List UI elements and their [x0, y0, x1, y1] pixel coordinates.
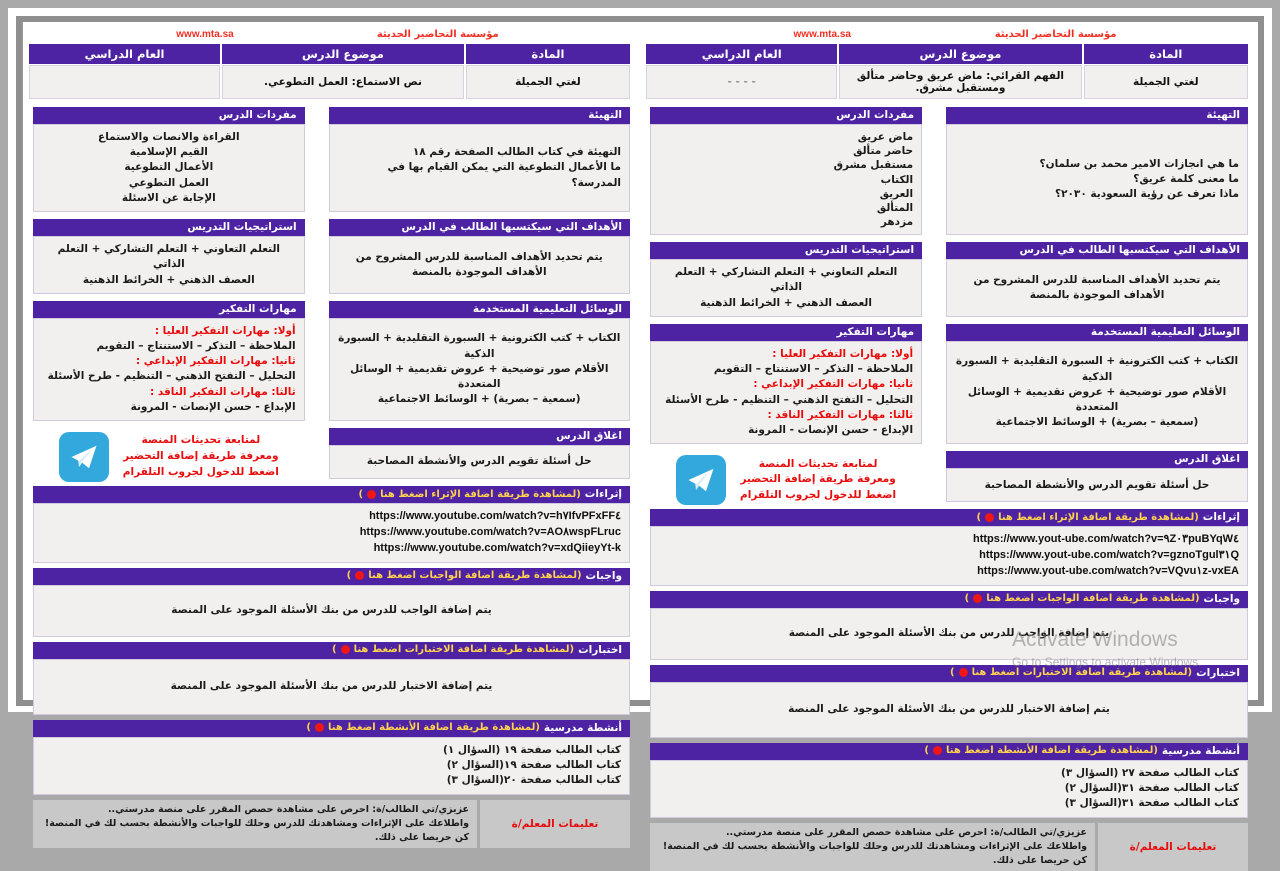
closing-section: [946, 451, 1248, 502]
org-name: مؤسسة التحاضير الحديثة: [376, 29, 499, 40]
objectives-content: يتم تحديد الأهداف المناسبة للدرس المشروح من الأهداف الموجودة بالمنصة: [329, 236, 630, 294]
activities-section: [33, 720, 630, 795]
teaching-aids-content: الكتاب + كتب الكترونية + السبورة التقليدية + السبورة الذكية الأقلام صور توضيحية + عروض تقديمية + الوسائل المتعددة (سمعية – بصرية) + الوسائط الاجتماعية: [329, 318, 630, 421]
document-frame: [16, 16, 1264, 867]
closing-content: حل أسئلة تقويم الدرس والأنشطة المصاحبة: [946, 468, 1248, 502]
vocab-content: ماض عريق حاضر متألق مستقبل مشرق الكتاب العريق المتألق مزدهر: [650, 124, 922, 235]
pages-container: [22, 22, 1258, 867]
strategies-section: [33, 219, 305, 294]
warmup-content: التهيئة في كتاب الطالب الصفحة رقم ١٨ ما الأعمال التطوعية التي يمكن القيام بها في المدرسة؟: [329, 124, 630, 212]
thinking-skills-header: مهارات التفكير: [33, 301, 305, 318]
enrichment-links: [650, 526, 1248, 586]
activate-windows-watermark: Activate Windows Go to Settings to activate Windows.: [1012, 628, 1202, 669]
topic-value: الفهم القرائي: ماض عريق وحاضر متألق ومستقبل مشرق.: [839, 65, 1081, 99]
subject-header: المادة: [466, 44, 630, 64]
youtube-link[interactable]: https://www.youtube.com/watch?v=AO٨wspFLruc: [359, 526, 621, 538]
youtube-link[interactable]: https://www.yout-ube.com/watch?v=VQvu١z-vxEA: [977, 565, 1239, 578]
homework-content: يتم إضافة الواجب للدرس من بنك الأسئلة الموجود على المنصة: [650, 608, 1248, 660]
activities-header[interactable]: أنشطة مدرسية (لمشاهدة طريقة اضافة الأنشطة اضغط هنا ): [33, 720, 630, 737]
thinking-skills-section: [650, 324, 922, 444]
warmup-section: [329, 107, 630, 212]
tests-content: يتم إضافة الاختبار للدرس من بنك الأسئلة الموجود على المنصة: [650, 682, 1248, 738]
telegram-icon[interactable]: [59, 432, 109, 482]
red-dot-icon: [973, 594, 982, 603]
enrichments-section: [33, 486, 630, 563]
page2-top-strip: [650, 28, 1248, 44]
enrichments-header[interactable]: إثراءات (لمشاهدة طريقة اضافة الإثراء اضغط هنا ): [650, 509, 1248, 526]
red-dot-icon: [341, 645, 350, 654]
telegram-promo: [650, 451, 922, 509]
thinking-skills-content: أولا: مهارات التفكير العليا : الملاحظة – التذكر – الاستنتاج – التقويم ثانيا: مهارات التفكير الإبداعي : التحليل – التفتح الذهني – التنظيم - طرح الأسئلة ثالثا: مهارات التفكير الناقد : الإبداع - حسن الإنصات - المرونة: [33, 318, 305, 421]
thinking-skills-header: مهارات التفكير: [650, 324, 922, 341]
teaching-aids-header: الوسائل التعليمية المستخدمة: [329, 301, 630, 318]
activities-content: كتاب الطالب صفحة ٢٧ (السؤال ٣) كتاب الطالب صفحة ٣١(السؤال ٢) كتاب الطالب صفحة ٣١(السؤال ٣): [650, 760, 1248, 818]
year-header: العام الدراسي: [646, 44, 837, 64]
thinking-skills-content: أولا: مهارات التفكير العليا : الملاحظة – التذكر – الاستنتاج – التقويم ثانيا: مهارات التفكير الإبداعي : التحليل – التفتح الذهني – التنظيم - طرح الأسئلة ثالثا: مهارات التفكير الناقد : الإبداع - حسن الإنصات - المرونة: [650, 341, 922, 444]
subject-header: المادة: [1084, 44, 1248, 64]
teacher-notes-label: تعليمات المعلم/ة: [480, 800, 630, 849]
objectives-section: [329, 219, 630, 294]
topic-header: موضوع الدرس: [839, 44, 1081, 64]
youtube-link[interactable]: https://www.youtube.com/watch?v=xdQiieyYt-k: [373, 541, 621, 554]
teaching-aids-header: الوسائل التعليمية المستخدمة: [946, 324, 1248, 341]
homework-title: واجبات: [585, 569, 622, 582]
strategies-header: استراتيجيات التدريس: [650, 242, 922, 259]
enrichments-title: إثراءات: [584, 488, 622, 501]
teacher-notes-text: عزيزي/تي الطالب/ة: احرص على مشاهدة حصص المقرر على منصة مدرستي.. واطلاعك على الإثراءات ومشاهدتك للدرس وحلك للواجبات والأنشطة بحسب لك في المنصة! كن حريصا على ذلك.: [650, 823, 1095, 871]
homework-header[interactable]: واجبات (لمشاهدة طريقة اضافة الواجبات اضغط هنا ): [33, 568, 630, 585]
activities-content: كتاب الطالب صفحة ١٩ (السؤال ١) كتاب الطالب صفحة ١٩(السؤال ٢) كتاب الطالب صفحة ٢٠(السؤال ٣): [33, 737, 630, 795]
page1-top-strip: [33, 28, 630, 44]
objectives-header: الأهداف التي سيكتسبها الطالب في الدرس: [329, 219, 630, 236]
homework-title: واجبات: [1203, 592, 1240, 605]
telegram-promo: [33, 428, 305, 486]
subject-value: لغتي الجميلة: [1084, 65, 1248, 99]
telegram-promo-text: لمتابعة تحديثات المنصة ومعرفة طريقة إضافة التحضير اضغط للدخول لجروب التلقرام: [122, 434, 279, 478]
closing-section: [329, 428, 630, 479]
tests-title: اختبارات: [1196, 666, 1240, 679]
vocab-content: القراءة والانصات والاستماع القيم الإسلامية الأعمال التطوعية العمل التطوعي الإجابة عن الاسئلة: [33, 124, 305, 212]
vocab-header: مفردات الدرس: [33, 107, 305, 124]
topic-header: موضوع الدرس: [222, 44, 464, 64]
page1-grid: [33, 107, 630, 486]
teacher-notes-text: عزيزي/تي الطالب/ة: احرص على مشاهدة حصص المقرر على منصة مدرستي.. واطلاعك على الإثراءات ومشاهدتك للدرس وحلك للواجبات والأنشطة بحسب لك في المنصة! كن حريصا على ذلك.: [33, 800, 477, 849]
strategies-header: استراتيجيات التدريس: [33, 219, 305, 236]
vocab-section: [650, 107, 922, 235]
activities-title: أنشطة مدرسية: [543, 721, 622, 734]
activities-title: أنشطة مدرسية: [1161, 744, 1240, 757]
teacher-notes-row: [33, 800, 630, 849]
tests-content: يتم إضافة الاختبار للدرس من بنك الأسئلة الموجود على المنصة: [33, 659, 630, 715]
closing-header: اغلاق الدرس: [329, 428, 630, 445]
tests-section: [650, 665, 1248, 738]
tests-header[interactable]: اختبارات (لمشاهدة طريقة اضافة الاختبارات اضغط هنا ): [33, 642, 630, 659]
warmup-content: ما هي انجازات الامير محمد بن سلمان؟ ما معنى كلمة عريق؟ ماذا تعرف عن رؤية السعودية ٢٠٣٠؟: [946, 124, 1248, 235]
teacher-notes-label: تعليمات المعلم/ة: [1098, 823, 1248, 871]
enrichments-section: [650, 509, 1248, 586]
warmup-header: التهيئة: [946, 107, 1248, 124]
enrichment-links: [33, 503, 630, 563]
strategies-content: التعلم التعاوني + التعلم التشاركي + التعلم الذاتي العصف الذهني + الخرائط الذهنية: [33, 236, 305, 294]
warmup-header: التهيئة: [329, 107, 630, 124]
closing-header: اغلاق الدرس: [946, 451, 1248, 468]
vocab-header: مفردات الدرس: [650, 107, 922, 124]
strategies-section: [650, 242, 922, 317]
page2-grid: [650, 107, 1248, 509]
red-dot-icon: [933, 746, 942, 755]
telegram-promo-text: لمتابعة تحديثات المنصة ومعرفة طريقة إضافة التحضير اضغط للدخول لجروب التلقرام: [740, 457, 897, 502]
topic-value: نص الاستماع: العمل التطوعي.: [222, 65, 464, 99]
objectives-header: الأهداف التي سيكتسبها الطالب في الدرس: [946, 242, 1248, 259]
homework-section: [33, 568, 630, 637]
closing-content: حل أسئلة تقويم الدرس والأنشطة المصاحبة: [329, 445, 630, 479]
thinking-skills-section: [33, 301, 305, 421]
red-dot-icon: [959, 668, 968, 677]
vocab-section: [33, 107, 305, 212]
activities-section: [650, 743, 1248, 818]
red-dot-icon: [367, 490, 376, 499]
red-dot-icon: [315, 723, 324, 732]
org-name: مؤسسة التحاضير الحديثة: [994, 29, 1117, 40]
lesson-page-1: [22, 22, 640, 844]
teacher-notes-row: [650, 823, 1248, 871]
youtube-link[interactable]: https://www.yout-ube.com/watch?v=gznoTgul٣١Q: [979, 549, 1239, 562]
teaching-aids-content: الكتاب + كتب الكترونية + السبورة التقليدية + السبورة الذكية الأقلام صور توضيحية + عروض تقديمية + الوسائل المتعددة (سمعية – بصرية) + الوسائط الاجتماعية: [946, 341, 1248, 444]
youtube-link[interactable]: https://www.youtube.com/watch?v=h٧IfvPFxFF٤: [369, 510, 621, 523]
tests-title: اختبارات: [578, 643, 622, 656]
subject-value: لغتي الجميلة: [466, 65, 630, 99]
red-dot-icon: [985, 513, 994, 522]
year-header: العام الدراسي: [29, 44, 220, 64]
homework-section: [650, 591, 1248, 660]
objectives-section: [946, 242, 1248, 317]
homework-content: يتم إضافة الواجب للدرس من بنك الأسئلة الموجود على المنصة: [33, 585, 630, 637]
website-link[interactable]: www.mta.sa: [176, 29, 234, 40]
enrichments-title: إثراءات: [1202, 511, 1240, 524]
strategies-content: التعلم التعاوني + التعلم التشاركي + التعلم الذاتي العصف الذهني + الخرائط الذهنية: [650, 259, 922, 317]
tests-section: [33, 642, 630, 715]
youtube-link[interactable]: https://www.yout-ube.com/watch?v=٩Z٠٣puBYqW٤: [973, 533, 1239, 546]
homework-header[interactable]: واجبات (لمشاهدة طريقة اضافة الواجبات اضغط هنا ): [650, 591, 1248, 608]
tests-header[interactable]: اختبارات (لمشاهدة طريقة اضافة الاختبارات اضغط هنا ): [650, 665, 1248, 682]
activities-header[interactable]: أنشطة مدرسية (لمشاهدة طريقة اضافة الأنشطة اضغط هنا ): [650, 743, 1248, 760]
warmup-section: [946, 107, 1248, 235]
teaching-aids-section: [329, 301, 630, 421]
page2-header-table: [650, 44, 1248, 99]
website-link[interactable]: www.mta.sa: [793, 29, 851, 40]
teaching-aids-section: [946, 324, 1248, 444]
page1-header-table: [33, 44, 630, 99]
year-value: - - - -: [646, 65, 837, 99]
objectives-content: يتم تحديد الأهداف المناسبة للدرس المشروح من الأهداف الموجودة بالمنصة: [946, 259, 1248, 317]
enrichments-header[interactable]: إثراءات (لمشاهدة طريقة اضافة الإثراء اضغط هنا ): [33, 486, 630, 503]
year-value: [29, 65, 220, 99]
telegram-icon[interactable]: [676, 455, 726, 505]
lesson-page-2: [640, 22, 1258, 867]
red-dot-icon: [355, 571, 364, 580]
